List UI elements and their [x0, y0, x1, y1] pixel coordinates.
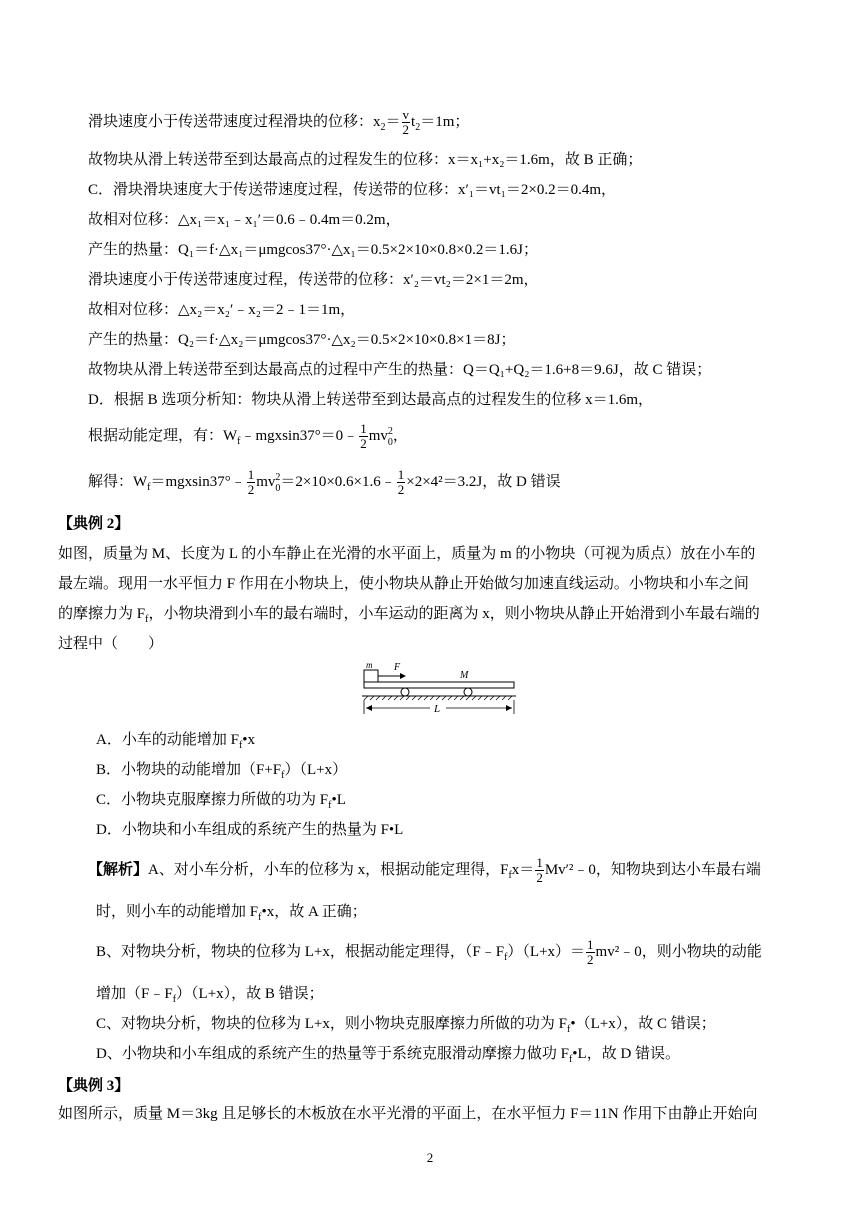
sol-line-8: 产生的热量：Q₂＝f·△x₂＝μmgcos37°·△x₂＝0.5×2×10×0.8×1＝8J；: [88, 332, 516, 348]
example-2-question-line-3: 的摩擦力为 $F_f$，小物块滑到小车的最右端时，小车运动的距离为 x，则小物块从静止开始滑到小车最右端的: [58, 606, 760, 625]
sol-line-1: 滑块速度小于传送带速度过程滑块的位移：$x_2=$ $\frac{v}{2}$ $t_2=1m$；: [88, 107, 470, 138]
example-2-heading: 【典例 2】: [58, 516, 130, 532]
sol-line-10: D．根据 B 选项分析知：物块从滑上转送带至到达最高点的过程发生的位移 x＝1.6m，: [88, 392, 654, 408]
example-2-question-line-1: 如图，质量为 M、长度为 L 的小车静止在光滑的水平面上，质量为 m 的小物块（可视为质点）放在小车的: [58, 546, 756, 562]
wheel-left: [401, 688, 409, 696]
option-a: A．小车的动能增加 $F_f•x$: [96, 732, 256, 751]
cart-block-figure: [360, 660, 520, 716]
sol-line-7: 故相对位移：△x₂＝x₂′﹣x₂＝2﹣1＝1m，: [88, 302, 356, 318]
sol-line-2: 故物块从滑上转送带至到达最高点的过程发生的位移：x＝x₁+x₂＝1.6m，故 B 正确；: [88, 152, 643, 168]
analysis-line-3: B、对物块分析，物块的位移为 L+x，根据动能定理得，$(F﹣F_f)(L+x)=$ $\frac{1}{2}$ mv²﹣0，则小物块的动能: [96, 937, 762, 968]
ground-hatch: [364, 696, 512, 700]
analysis-line-1: 【解析】A、对小车分析，小车的位移为 x，根据动能定理得，$F_fx=$ $\frac{1}{2}$ Mv′²﹣0，知物块到达小车最右端: [88, 855, 761, 886]
fraction-one-half: $\frac{1}{2}$: [360, 421, 367, 452]
option-b: B．小物块的动能增加$(F+F_f)(L+x)$: [96, 762, 348, 781]
force-arrowhead: [400, 673, 406, 679]
sol-line-9: 故物块从滑上转送带至到达最高点的过程中产生的热量：Q＝Q₁+Q₂＝1.6+8＝9.6J，故 C 错误；: [88, 362, 712, 378]
analysis-line-5: C、对物块分析，物块的位移为 L+x，则小物块克服摩擦力所做的功为 $F_f•(L+x)$，故 C 错误；: [96, 1016, 716, 1035]
analysis-line-4: 增加$(F﹣F_f)(L+x)$，故 B 错误；: [96, 986, 324, 1005]
label-L: L: [434, 703, 441, 715]
sol-line-4: 故相对位移：△x₁＝x₁﹣x₁′＝0.6﹣0.4m＝0.2m，: [88, 212, 401, 228]
page-number: 2: [426, 1150, 434, 1165]
fraction-one-half: $\frac{1}{2}$: [397, 467, 405, 498]
sol-line-11: 根据动能定理，有：$W_f﹣mgxsin37^\circ=0﹣$ $\frac{1}{2}$ mv 2 0 ，: [88, 421, 408, 452]
cart-board: [364, 682, 514, 688]
example-3-question-line-1: 如图所示，质量 M＝3kg 且足够长的木板放在水平光滑的平面上，在水平恒力 F＝11N 作用下由静止开始向: [58, 1106, 758, 1122]
label-M: M: [460, 670, 469, 681]
fraction-one-half: $\frac{1}{2}$: [247, 467, 255, 498]
block-shape: [364, 670, 378, 682]
sol-line-3: C．滑块滑块速度大于传送带速度过程，传送带的位移：x′₁＝vt₁＝2×0.2＝0.4m，: [88, 182, 617, 198]
sol-line-12: 解得：$W_f=mgxsin37^\circ﹣$ $\frac{1}{2}$ mv 2 0 ＝2×10×0.6×1.6﹣ $\frac{1}{2}$ ×2×4²＝3.2J，故 D 错误: [88, 467, 561, 498]
fraction-one-half: $\frac{1}{2}$: [587, 937, 594, 968]
fraction-one-half: $\frac{1}{2}$: [536, 855, 543, 886]
sol-line-5: 产生的热量：Q₁＝f·△x₁＝μmgcos37°·△x₁＝0.5×2×10×0.8×0.2＝1.6J；: [88, 242, 538, 258]
analysis-line-2: 时，则小车的动能增加 $F_f•x$，故 A 正确；: [96, 904, 367, 923]
example-2-question-line-2: 最左端。现用一水平恒力 F 作用在小物块上，使小物块从静止开始做匀加速直线运动。小物块和小车之间: [58, 576, 749, 592]
analysis-line-6: D、小物块和小车组成的系统产生的热量等于系统克服滑动摩擦力做功 $F_f•L$，故 D 错误。: [96, 1046, 681, 1065]
option-c: C．小物块克服摩擦力所做的功为 $F_f•L$: [96, 792, 346, 811]
option-d: D．小物块和小车组成的系统产生的热量为 F•L: [96, 822, 404, 838]
example-2-question-line-4: 过程中（ ）: [58, 636, 164, 652]
sol-line-6: 滑块速度小于传送带速度过程，传送带的位移：x′₂＝vt₂＝2×1＝2m，: [88, 272, 539, 288]
label-m: m: [366, 660, 373, 670]
label-F: F: [394, 662, 401, 673]
wheel-right: [464, 688, 472, 696]
fraction-v-over-2: $\frac{v}{2}$: [402, 107, 410, 138]
example-3-heading: 【典例 3】: [58, 1078, 130, 1094]
